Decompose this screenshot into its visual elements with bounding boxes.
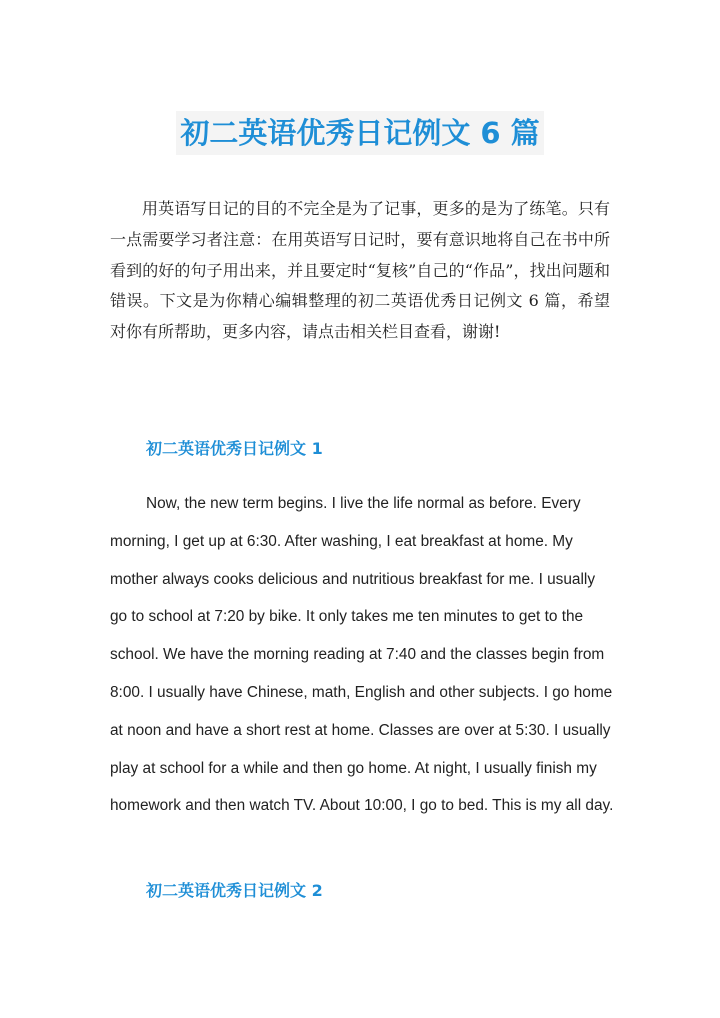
intro-paragraph: 用英语写日记的目的不完全是为了记事，更多的是为了练笔。只有一点需要学习者注意：在用英语写日记时，要有意识地将自己在书中所看到的好的句子用出来，并且要定时“复核”自己的“作品”，找出问题和错误。下文是为你精心编辑整理的初二英语优秀日记例文 6 篇，希望对你有所帮助，更多内容，请点击相关栏目查看，谢谢! (110, 199, 610, 342)
section-heading-1: 初二英语优秀日记例文 1 (146, 439, 323, 458)
title-container (0, 92, 720, 175)
section-heading-2: 初二英语优秀日记例文 2 (146, 881, 323, 900)
document-title: 初二英语优秀日记例文 6 篇 (176, 111, 543, 155)
section-1-body: Now, the new term begins. I live the life normal as before. Every morning, I get up at 6:30. After washing, I eat breakfast at home. My mother always cooks delicious and nutritious breakfast for me. I usually go to school at 7:20 by bike. It only takes me ten minutes to get to the school. We have the morning reading at 7:40 and the classes begin from 8:00. I usually have Chinese, math, English and other subjects. I go home at noon and have a short rest at home. Classes are over at 5:30. I usually play at school for a while and then go home. At night, I usually finish my homework and then watch TV. About 10:00, I go to bed. This is my all day. (110, 495, 614, 815)
